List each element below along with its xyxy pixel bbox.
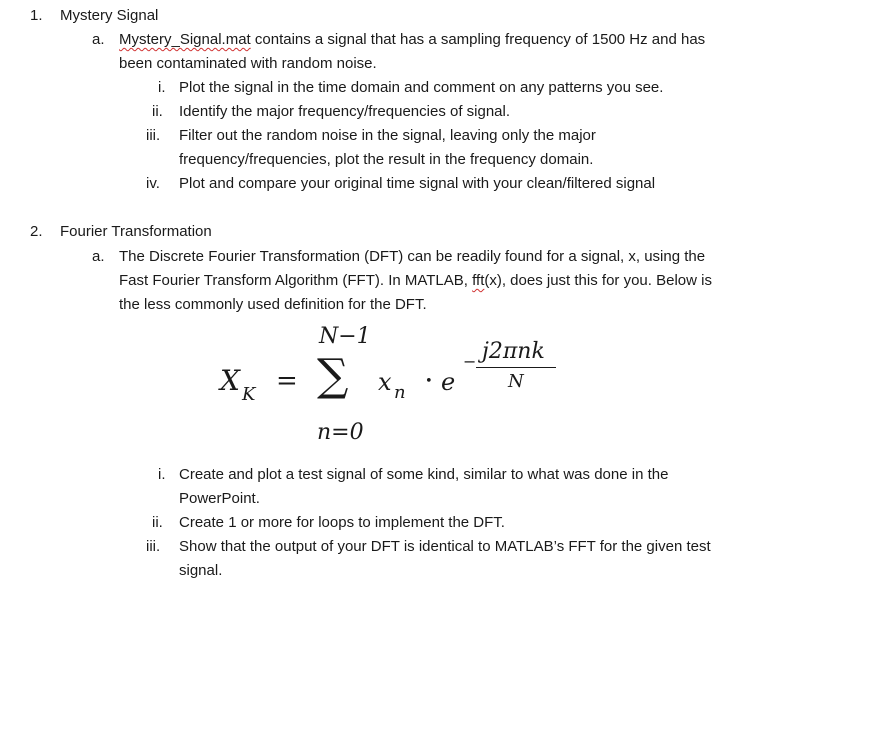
filename-text: Mystery_Signal.mat bbox=[119, 31, 251, 48]
term-subscript: n bbox=[394, 382, 406, 403]
exponent-denominator: N bbox=[508, 371, 524, 392]
equals-sign: = bbox=[276, 366, 298, 396]
q2a-line1: The Discrete Fourier Transformation (DFT) can be readily found for a signal, x, using the bbox=[119, 248, 706, 265]
q2-item-iii-marker: iii. bbox=[146, 538, 161, 555]
q2-item-ii-text: Create 1 or more for loops to implement the DFT. bbox=[179, 514, 505, 531]
q2-item-iii-text-2: signal. bbox=[179, 562, 223, 579]
term-symbol: x bbox=[378, 368, 392, 396]
q2-number: 2. bbox=[30, 223, 43, 240]
q2-title: Fourier Transformation bbox=[60, 223, 212, 240]
q1-item-iv-text: Plot and compare your original time signal with your clean/filtered signal bbox=[179, 175, 656, 192]
q2a-line2-post: (x), does just this for you. Below is bbox=[484, 272, 712, 289]
fft-code-text: fft bbox=[472, 272, 485, 289]
fraction-bar bbox=[476, 367, 556, 368]
q1-item-ii-marker: ii. bbox=[152, 103, 163, 120]
multiply-dot: • bbox=[425, 374, 433, 389]
q2-item-ii-marker: ii. bbox=[152, 514, 163, 531]
q1a-text-rest: contains a signal that has a sampling frequency of 1500 Hz and has bbox=[250, 31, 706, 48]
q1a-line1 bbox=[119, 30, 705, 50]
dft-equation bbox=[200, 322, 600, 452]
q1-item-ii-text: Identify the major frequency/frequencies of signal. bbox=[179, 103, 511, 120]
sum-upper-limit: N−1 bbox=[319, 324, 371, 349]
q1-item-iv-marker: iv. bbox=[146, 175, 160, 192]
q1-title: Mystery Signal bbox=[60, 7, 159, 24]
q2a-line2-pre: Fast Fourier Transform Algorithm (FFT). In MATLAB, bbox=[119, 272, 473, 289]
sigma-symbol: ∑ bbox=[317, 350, 349, 401]
q1-item-i-text: Plot the signal in the time domain and comment on any patterns you see. bbox=[179, 79, 664, 96]
q1-number: 1. bbox=[30, 7, 43, 24]
q1-item-iii-text-1: Filter out the random noise in the signal, leaving only the major bbox=[179, 127, 596, 144]
q1a-marker: a. bbox=[92, 31, 105, 48]
q1-item-iii-text-2: frequency/frequencies, plot the result in the frequency domain. bbox=[179, 151, 594, 168]
exponent-numerator: j2πnk bbox=[482, 339, 545, 364]
q2a-marker: a. bbox=[92, 248, 105, 265]
q2-item-i-text-2: PowerPoint. bbox=[179, 490, 260, 507]
q2-item-i-text-1: Create and plot a test signal of some kind, similar to what was done in the bbox=[179, 466, 669, 483]
exponent-minus: − bbox=[463, 352, 477, 371]
q2a-line3: the less commonly used definition for the DFT. bbox=[119, 296, 427, 313]
lhs-symbol: X bbox=[220, 364, 240, 397]
sum-lower-limit: n=0 bbox=[317, 420, 364, 445]
q2a-line2 bbox=[119, 271, 712, 291]
q2-item-i-marker: i. bbox=[158, 466, 166, 483]
q1a-line2: been contaminated with random noise. bbox=[119, 55, 377, 72]
q1-item-iii-marker: iii. bbox=[146, 127, 161, 144]
q2-item-iii-text-1: Show that the output of your DFT is identical to MATLAB’s FFT for the given test bbox=[179, 538, 711, 555]
exponential-base: e bbox=[441, 368, 456, 396]
q1-item-i-marker: i. bbox=[158, 79, 166, 96]
lhs-subscript: K bbox=[242, 384, 256, 405]
